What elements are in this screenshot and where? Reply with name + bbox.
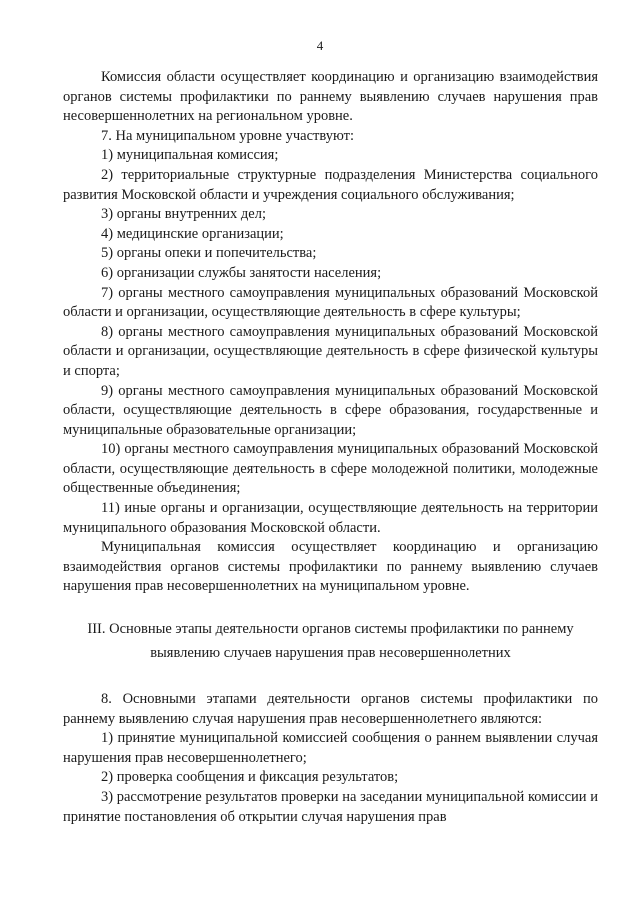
- stage-item-3: 3) рассмотрение результатов проверки на заседании муниципальной комиссии и принятие постановления об открытии случая нарушения прав: [63, 789, 598, 825]
- list-item-6: 6) организации службы занятости населения;: [101, 264, 382, 281]
- list-item-5: 5) органы опеки и попечительства;: [101, 245, 317, 262]
- page-number: 4: [316, 38, 324, 53]
- list-item-11: 11) иные органы и организации, осуществляющие деятельность на территории муниципального образования Московской области.: [63, 500, 598, 536]
- list-item-3: 3) органы внутренних дел;: [101, 206, 267, 223]
- clause-8-intro: 8. Основными этапами деятельности органов системы профилактики по раннему выявлению случая нарушения прав несовершеннолетнего являются:: [63, 691, 598, 727]
- stage-item-1: 1) принятие муниципальной комиссией сообщения о раннем выявлении случая нарушения прав несовершеннолетнего;: [63, 730, 598, 766]
- list-item-8: 8) органы местного самоуправления муниципальных образований Московской области и организации, осуществляющие деятельность в сфере физической культуры и спорта;: [63, 323, 598, 379]
- clause-7-intro: 7. На муниципальном уровне участвуют:: [101, 127, 354, 144]
- list-item-1: 1) муниципальная комиссия;: [101, 147, 279, 164]
- stage-item-2: 2) проверка сообщения и фиксация результатов;: [101, 769, 399, 786]
- list-item-10: 10) органы местного самоуправления муниципальных образований Московской области, осуществляющие деятельность в сфере молодежной политики, молодежные общественные объединения;: [63, 441, 598, 497]
- list-item-4: 4) медицинские организации;: [101, 225, 284, 242]
- paragraph-region-coordination: Комиссия области осуществляет координацию и организацию взаимодействия органов системы профилактики по раннему выявлению случаев нарушения прав несовершеннолетних на региональном уровне.: [63, 69, 598, 125]
- document-body: [63, 68, 598, 827]
- list-item-9: 9) органы местного самоуправления муниципальных образований Московской области, осуществляющие деятельность в сфере образования, государственные и муниципальные образовательные организации;: [63, 382, 598, 438]
- paragraph-municipal-coordination: Муниципальная комиссия осуществляет координацию и организацию взаимодействия органов системы профилактики по раннему выявлению случаев нарушения прав несовершеннолетних на муниципальном уровне.: [63, 539, 598, 595]
- list-item-7: 7) органы местного самоуправления муниципальных образований Московской области и организации, осуществляющие деятельность в сфере культуры;: [63, 284, 598, 321]
- list-item-2: 2) территориальные структурные подразделения Министерства социального развития Московской области и учреждения социального обслуживания;: [63, 166, 598, 203]
- section-heading: III. Основные этапы деятельности органов системы профилактики по раннему выявлению случаев нарушения прав несовершеннолетних: [87, 621, 574, 662]
